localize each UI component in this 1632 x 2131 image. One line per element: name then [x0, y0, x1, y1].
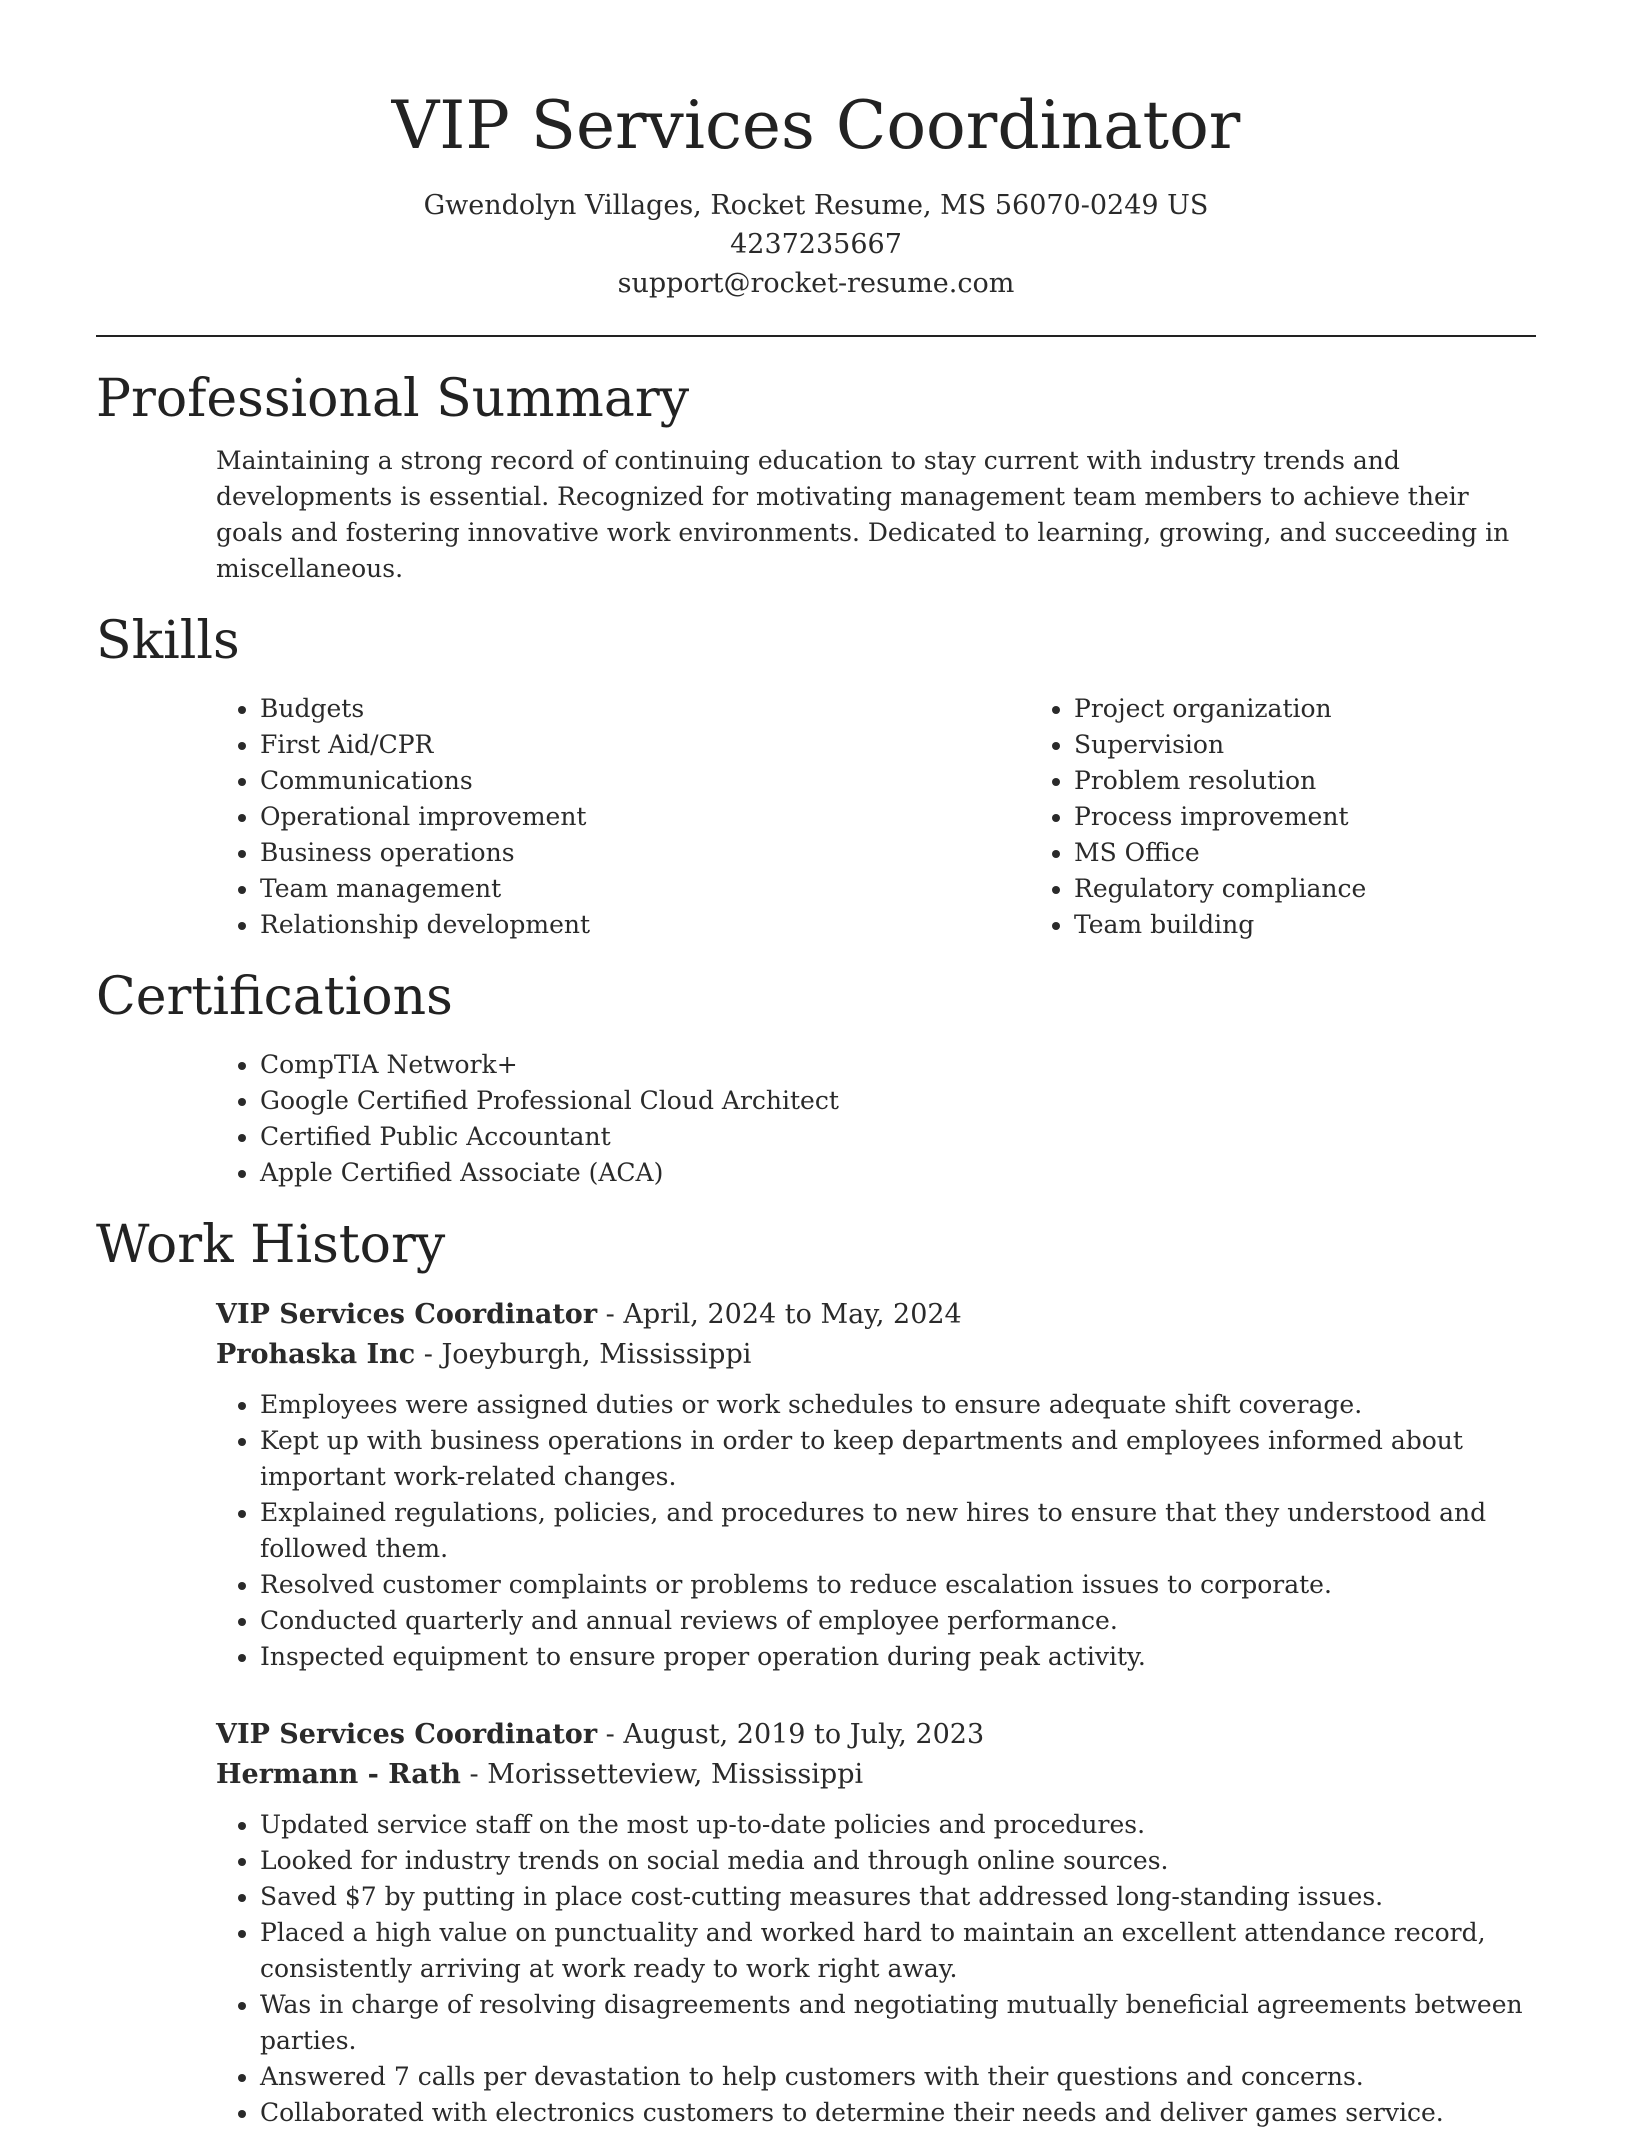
- resume-header: [96, 0, 1536, 303]
- job-dates: - April, 2024 to May, 2024: [597, 1299, 962, 1330]
- work-history-section: [96, 1213, 1536, 2131]
- job-bullets: [216, 1387, 1536, 1675]
- skill-item: • Operational improvement: [260, 799, 910, 835]
- job-bullet: • Collaborated with electronics customers to determine their needs and deliver games service.: [260, 2095, 1536, 2131]
- job-title-line: [216, 1715, 1536, 1755]
- skill-item: • Project organization: [1074, 691, 1366, 727]
- job-entry: [216, 1715, 1536, 2131]
- contact-email: support@rocket-resume.com: [617, 268, 1015, 299]
- work-history-heading: Work History: [96, 1215, 446, 1275]
- certification-item: • Apple Certified Associate (ACA): [260, 1155, 1536, 1191]
- skills-columns: [96, 691, 1536, 943]
- job-company-line: [216, 1755, 1536, 1795]
- job-bullet: • Looked for industry trends on social media and through online sources.: [260, 1843, 1536, 1879]
- contact-phone: 4237235667: [730, 229, 902, 260]
- job-dates: - August, 2019 to July, 2023: [597, 1719, 985, 1750]
- contact-block: [96, 186, 1536, 303]
- skill-item: • Communications: [260, 763, 910, 799]
- job-position: VIP Services Coordinator: [216, 1299, 598, 1330]
- job-entry: [216, 1295, 1536, 1675]
- certifications-section: [96, 965, 1536, 1191]
- job-title-line: [216, 1295, 1536, 1335]
- job-bullets: [216, 1807, 1536, 2131]
- job-bullet: • Was in charge of resolving disagreements and negotiating mutually beneficial agreements between parties.: [260, 1987, 1536, 2059]
- certifications-heading: Certifications: [96, 967, 453, 1027]
- certification-item: • CompTIA Network+: [260, 1047, 1536, 1083]
- job-location: - Morissetteview, Mississippi: [460, 1759, 864, 1790]
- job-bullet: • Resolved customer complaints or problems to reduce escalation issues to corporate.: [260, 1567, 1536, 1603]
- job-company-line: [216, 1335, 1536, 1375]
- skills-left-list: [96, 691, 910, 943]
- contact-address: Gwendolyn Villages, Rocket Resume, MS 56070-0249 US: [423, 190, 1209, 221]
- skill-item: • Budgets: [260, 691, 910, 727]
- certification-item: • Certified Public Accountant: [260, 1119, 1536, 1155]
- skills-heading: Skills: [96, 611, 240, 671]
- skill-item: • Problem resolution: [1074, 763, 1366, 799]
- job-bullet: • Answered 7 calls per devastation to help customers with their questions and concerns.: [260, 2059, 1536, 2095]
- job-position: VIP Services Coordinator: [216, 1719, 598, 1750]
- skill-item: • Team building: [1074, 907, 1366, 943]
- job-bullet: • Placed a high value on punctuality and worked hard to maintain an excellent attendance record, consistently arriving at work ready to work right away.: [260, 1915, 1536, 1987]
- job-bullet: • Saved $7 by putting in place cost-cutting measures that addressed long-standing issues.: [260, 1879, 1536, 1915]
- job-company: Prohaska Inc: [216, 1339, 416, 1370]
- certification-item: • Google Certified Professional Cloud Architect: [260, 1083, 1536, 1119]
- skill-item: • MS Office: [1074, 835, 1366, 871]
- skill-item: • Regulatory compliance: [1074, 871, 1366, 907]
- job-bullet: • Employees were assigned duties or work schedules to ensure adequate shift coverage.: [260, 1387, 1536, 1423]
- summary-section: [96, 367, 1536, 587]
- skill-item: • Process improvement: [1074, 799, 1366, 835]
- skills-right-list: [910, 691, 1366, 943]
- job-company: Hermann - Rath: [216, 1759, 461, 1790]
- job-bullet: • Inspected equipment to ensure proper operation during peak activity.: [260, 1639, 1536, 1675]
- skill-item: • Supervision: [1074, 727, 1366, 763]
- skills-section: [96, 609, 1536, 943]
- skill-item: • Relationship development: [260, 907, 910, 943]
- job-location: - Joeyburgh, Mississippi: [415, 1339, 752, 1370]
- skill-item: • First Aid/CPR: [260, 727, 910, 763]
- certifications-list: [96, 1047, 1536, 1191]
- skill-item: • Business operations: [260, 835, 910, 871]
- summary-heading: Professional Summary: [96, 369, 690, 429]
- summary-text: Maintaining a strong record of continuing education to stay current with industry trends and developments is essential. Recognized for motivating management team members to achieve their goals and fostering innovative work environments. Dedicated to learning, growing, and succeeding in miscellaneous.: [216, 446, 1510, 583]
- job-bullet: • Conducted quarterly and annual reviews of employee performance.: [260, 1603, 1536, 1639]
- job-bullet: • Kept up with business operations in order to keep departments and employees informed about important work-related changes.: [260, 1423, 1536, 1495]
- resume-title: VIP Services Coordinator: [391, 87, 1241, 164]
- skill-item: • Team management: [260, 871, 910, 907]
- job-bullet: • Explained regulations, policies, and procedures to new hires to ensure that they understood and followed them.: [260, 1495, 1536, 1567]
- header-divider: [96, 335, 1536, 337]
- job-bullet: • Updated service staff on the most up-to-date policies and procedures.: [260, 1807, 1536, 1843]
